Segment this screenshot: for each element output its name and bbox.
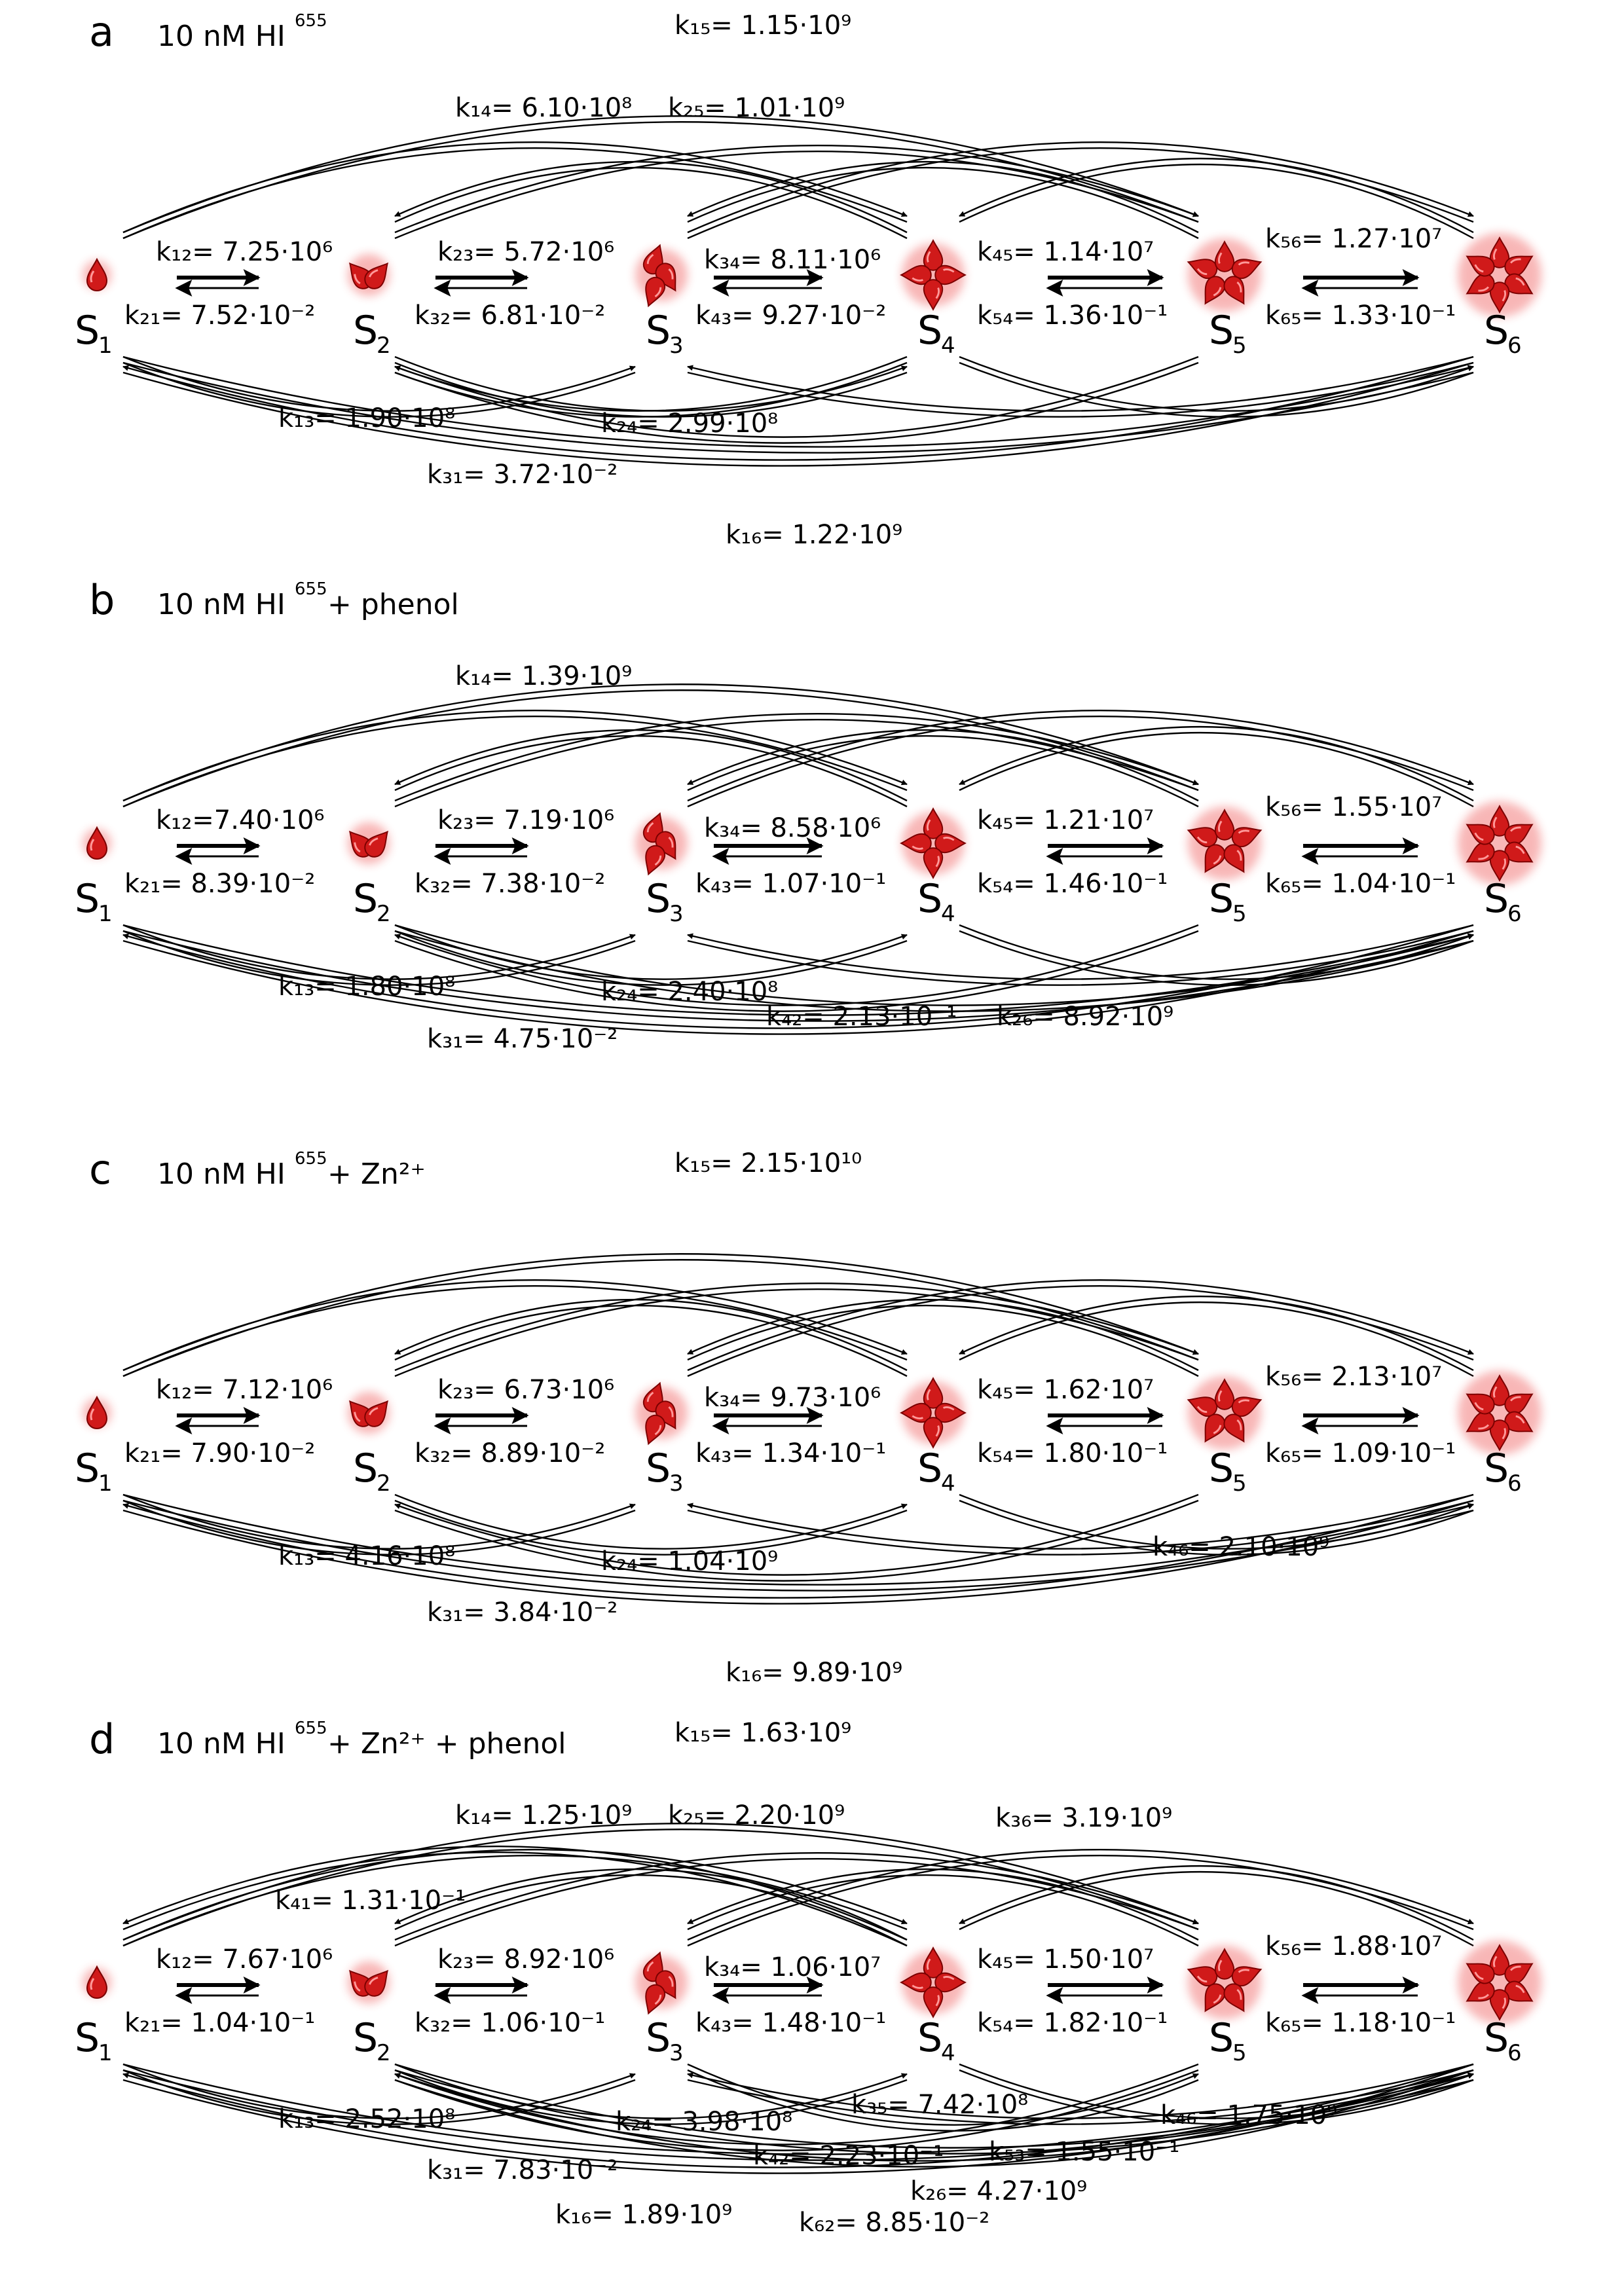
rate-k15: k₁₅= 1.63·10⁹ [674, 1718, 852, 1748]
rate-k23: k₂₃= 7.19·10⁶ [437, 805, 615, 835]
state-3-label: S [646, 1446, 671, 1491]
state-4-icon [901, 1378, 965, 1448]
rate-k42: k₄₂= 2.13·10⁻¹ [766, 1002, 957, 1032]
transition-6-3-arrow [688, 357, 1473, 411]
rate-k34: k₃₄= 8.58·10⁶ [704, 813, 881, 843]
state-2-label: S [353, 2015, 378, 2061]
state-6-icon [1458, 233, 1541, 317]
rate-k36: k₃₆= 3.19·10⁹ [995, 1803, 1173, 1833]
panel-letter: c [89, 1146, 112, 1194]
rate-k56: k₅₆= 1.27·10⁷ [1265, 224, 1443, 254]
state-3-subscript: 3 [669, 901, 684, 927]
rate-k65: k₆₅= 1.09·10⁻¹ [1265, 1438, 1456, 1468]
rate-k46: k₄₆= 1.75·10⁹ [1160, 2100, 1338, 2130]
rate-k12: k₁₂= 7.25·10⁶ [156, 237, 333, 267]
state-6-subscript: 6 [1507, 2040, 1522, 2066]
state-3-label: S [646, 876, 671, 922]
rate-k31: k₃₁= 3.72·10⁻² [427, 460, 618, 490]
state-2-label: S [353, 876, 378, 922]
transition-1-4-arrow [123, 710, 907, 801]
state-3-icon [635, 1380, 688, 1448]
rate-k65: k₆₅= 1.18·10⁻¹ [1265, 2008, 1456, 2038]
condition-label: 10 nM HI [157, 1727, 286, 1760]
rate-k42: k₄₂= 2.23·10⁻¹ [753, 2141, 944, 2171]
rate-k32: k₃₂= 1.06·10⁻¹ [415, 2008, 606, 2038]
state-5-subscript: 5 [1232, 333, 1247, 359]
rate-k14: k₁₄= 1.25·10⁹ [455, 1800, 633, 1831]
panel-d [75, 1715, 1541, 2238]
state-2-label: S [353, 308, 378, 354]
transition-4-1-arrow [123, 1852, 907, 1946]
condition-suffix: + Zn²⁺ + phenol [327, 1727, 566, 1760]
rate-k45: k₄₅= 1.21·10⁷ [977, 805, 1154, 835]
state-6-subscript: 6 [1507, 1470, 1522, 1497]
panel-a [75, 8, 1541, 550]
state-2-subscript: 2 [377, 901, 391, 927]
state-2-subscript: 2 [377, 333, 391, 359]
state-2-label: S [353, 1446, 378, 1491]
state-1-label: S [75, 1446, 100, 1491]
condition-label: 10 nM HI [157, 588, 286, 621]
state-4-subscript: 4 [941, 2040, 955, 2066]
rate-k21: k₂₁= 8.39·10⁻² [124, 869, 316, 899]
rate-k32: k₃₂= 6.81·10⁻² [415, 301, 606, 331]
state-4-label: S [917, 876, 943, 922]
condition-superscript: 655 [295, 1149, 327, 1169]
rate-k14: k₁₄= 1.39·10⁹ [455, 661, 633, 691]
rate-k24: k₂₄= 1.04·10⁹ [601, 1546, 779, 1576]
rate-k45: k₄₅= 1.14·10⁷ [977, 237, 1154, 267]
state-5-label: S [1209, 308, 1234, 354]
transition-4-2-arrow [395, 1300, 907, 1370]
state-6-icon [1458, 1941, 1541, 2024]
condition-label: 10 nM HI [157, 20, 286, 53]
rate-k15: k₁₅= 1.15·10⁹ [674, 10, 852, 41]
rate-k41: k₄₁= 1.31·10⁻¹ [275, 1886, 466, 1916]
rate-k46: k₄₆= 2.10·10⁹ [1153, 1532, 1330, 1562]
rate-k16: k₁₆= 1.22·10⁹ [726, 520, 903, 550]
rate-k43: k₄₃= 1.34·10⁻¹ [695, 1438, 887, 1468]
state-6-subscript: 6 [1507, 333, 1522, 359]
rate-k12: k₁₂= 7.67·10⁶ [156, 1944, 333, 1975]
transition-2-4-arrow [395, 1495, 907, 1549]
rate-k62: k₆₂= 8.85·10⁻² [799, 2208, 990, 2238]
panel-letter: a [89, 8, 114, 56]
rate-k13: k₁₃= 1.80·10⁸ [278, 972, 456, 1002]
state-6-label: S [1484, 308, 1509, 354]
state-3-icon [635, 1950, 688, 2017]
state-5-label: S [1209, 1446, 1234, 1491]
state-1-icon [83, 1967, 111, 1998]
rate-k65: k₆₅= 1.33·10⁻¹ [1265, 301, 1456, 331]
state-1-label: S [75, 308, 100, 354]
state-3-icon [635, 242, 688, 310]
transition-4-2-arrow [395, 1869, 907, 1940]
transition-2-5-arrow [395, 151, 1198, 238]
rate-k35: k₃₅= 7.42·10⁸ [851, 2090, 1029, 2120]
state-6-label: S [1484, 2015, 1509, 2061]
rate-k43: k₄₃= 1.48·10⁻¹ [695, 2008, 887, 2038]
rate-k43: k₄₃= 9.27·10⁻² [695, 301, 887, 331]
state-1-label: S [75, 876, 100, 922]
transition-1-4-arrow [123, 142, 907, 232]
state-6-label: S [1484, 1446, 1509, 1491]
rate-k34: k₃₄= 1.06·10⁷ [704, 1952, 881, 1982]
state-2-subscript: 2 [377, 1470, 391, 1497]
state-5-icon [1185, 1376, 1264, 1449]
transition-2-5-arrow [395, 720, 1198, 807]
rate-k15: k₁₅= 2.15·10¹⁰ [674, 1148, 862, 1178]
state-1-icon [83, 259, 111, 291]
state-4-subscript: 4 [941, 1470, 955, 1497]
state-2-icon [342, 254, 394, 296]
state-1-subscript: 1 [98, 901, 113, 927]
rate-k13: k₁₃= 2.52·10⁸ [278, 2104, 456, 2134]
state-2-icon [342, 822, 394, 864]
panel-letter: d [89, 1715, 115, 1763]
state-3-label: S [646, 2015, 671, 2061]
rate-k45: k₄₅= 1.50·10⁷ [977, 1944, 1154, 1975]
rate-k12: k₁₂=7.40·10⁶ [156, 805, 325, 835]
state-4-icon [901, 240, 965, 310]
rate-k24: k₂₄= 2.40·10⁸ [601, 977, 779, 1007]
transition-1-4-arrow [123, 1280, 907, 1370]
state-5-icon [1185, 807, 1264, 880]
rate-k65: k₆₅= 1.04·10⁻¹ [1265, 869, 1456, 899]
rate-k54: k₅₄= 1.36·10⁻¹ [977, 301, 1168, 331]
rate-k31: k₃₁= 4.75·10⁻² [427, 1024, 618, 1054]
state-6-icon [1458, 801, 1541, 885]
transition-6-3-arrow [688, 925, 1473, 979]
state-6-icon [1458, 1371, 1541, 1455]
panel-c [75, 1146, 1541, 1688]
rate-k24: k₂₄= 3.98·10⁸ [616, 2107, 793, 2137]
transition-6-3-arrow [688, 1495, 1473, 1549]
transition-4-2-arrow [395, 162, 907, 232]
state-3-subscript: 3 [669, 333, 684, 359]
state-6-label: S [1484, 876, 1509, 922]
state-4-icon [901, 1948, 965, 2017]
state-4-label: S [917, 1446, 943, 1491]
rate-k54: k₅₄= 1.80·10⁻¹ [977, 1438, 1168, 1468]
rate-k56: k₅₆= 1.55·10⁷ [1265, 792, 1443, 822]
rate-k45: k₄₅= 1.62·10⁷ [977, 1375, 1154, 1405]
rate-k43: k₄₃= 1.07·10⁻¹ [695, 869, 887, 899]
rate-k34: k₃₄= 8.11·10⁶ [704, 245, 881, 275]
rate-k32: k₃₂= 7.38·10⁻² [415, 869, 606, 899]
state-5-subscript: 5 [1232, 2040, 1247, 2066]
state-5-label: S [1209, 876, 1234, 922]
state-2-icon [342, 1392, 394, 1434]
rate-k26: k₂₆= 4.27·10⁹ [910, 2176, 1088, 2206]
rate-k54: k₅₄= 1.82·10⁻¹ [977, 2008, 1168, 2038]
rate-k14: k₁₄= 6.10·10⁸ [455, 93, 633, 123]
state-4-subscript: 4 [941, 901, 955, 927]
rate-k31: k₃₁= 3.84·10⁻² [427, 1597, 618, 1628]
rate-k32: k₃₂= 8.89·10⁻² [415, 1438, 606, 1468]
transition-4-2-arrow [395, 730, 907, 801]
rate-k25: k₂₅= 2.20·10⁹ [668, 1800, 845, 1831]
condition-superscript: 655 [295, 1719, 327, 1738]
rate-k31: k₃₁= 7.83·10⁻² [427, 2155, 618, 2185]
rate-k16: k₁₆= 1.89·10⁹ [555, 2200, 733, 2230]
state-5-icon [1185, 238, 1264, 312]
rate-k24: k₂₄= 2.99·10⁸ [601, 409, 779, 439]
rate-k21: k₂₁= 7.90·10⁻² [124, 1438, 316, 1468]
panel-letter: b [89, 576, 115, 624]
state-3-label: S [646, 308, 671, 354]
condition-superscript: 655 [295, 11, 327, 31]
state-5-icon [1185, 1946, 1264, 2019]
state-3-subscript: 3 [669, 1470, 684, 1497]
state-1-label: S [75, 2015, 100, 2061]
state-4-subscript: 4 [941, 333, 955, 359]
rate-k23: k₂₃= 8.92·10⁶ [437, 1944, 615, 1975]
rate-k34: k₃₄= 9.73·10⁶ [704, 1383, 881, 1413]
rate-k23: k₂₃= 6.73·10⁶ [437, 1375, 615, 1405]
rate-k53: k₅₃= 1.55·10⁻¹ [989, 2137, 1180, 2167]
state-4-label: S [917, 308, 943, 354]
rate-k13: k₁₃= 1.90·10⁸ [278, 403, 456, 433]
state-4-icon [901, 809, 965, 878]
state-1-subscript: 1 [98, 2040, 113, 2066]
state-1-icon [83, 1397, 111, 1429]
state-4-label: S [917, 2015, 943, 2061]
state-3-icon [635, 811, 688, 878]
rate-k25: k₂₅= 1.01·10⁹ [668, 93, 845, 123]
state-2-icon [342, 1961, 394, 2003]
rate-k56: k₅₆= 1.88·10⁷ [1265, 1931, 1443, 1961]
state-5-subscript: 5 [1232, 901, 1247, 927]
state-5-label: S [1209, 2015, 1234, 2061]
condition-suffix: + Zn²⁺ [327, 1157, 426, 1191]
rate-k13: k₁₃= 4.16·10⁸ [278, 1541, 456, 1571]
state-3-subscript: 3 [669, 2040, 684, 2066]
panel-b [75, 576, 1541, 1054]
state-1-icon [83, 828, 111, 859]
rate-k23: k₂₃= 5.72·10⁶ [437, 237, 615, 267]
transition-2-5-arrow [395, 1289, 1198, 1376]
state-2-subscript: 2 [377, 2040, 391, 2066]
condition-label: 10 nM HI [157, 1157, 286, 1191]
rate-k16: k₁₆= 9.89·10⁹ [726, 1658, 903, 1688]
state-5-subscript: 5 [1232, 1470, 1247, 1497]
state-1-subscript: 1 [98, 333, 113, 359]
rate-k21: k₂₁= 7.52·10⁻² [124, 301, 316, 331]
state-1-subscript: 1 [98, 1470, 113, 1497]
rate-k56: k₅₆= 2.13·10⁷ [1265, 1362, 1443, 1392]
condition-suffix: + phenol [327, 588, 459, 621]
rate-k54: k₅₄= 1.46·10⁻¹ [977, 869, 1168, 899]
rate-k26: k₂₆= 8.92·10⁹ [997, 1002, 1174, 1032]
rate-k12: k₁₂= 7.12·10⁶ [156, 1375, 333, 1405]
rate-k21: k₂₁= 1.04·10⁻¹ [124, 2008, 316, 2038]
state-6-subscript: 6 [1507, 901, 1522, 927]
condition-superscript: 655 [295, 579, 327, 599]
